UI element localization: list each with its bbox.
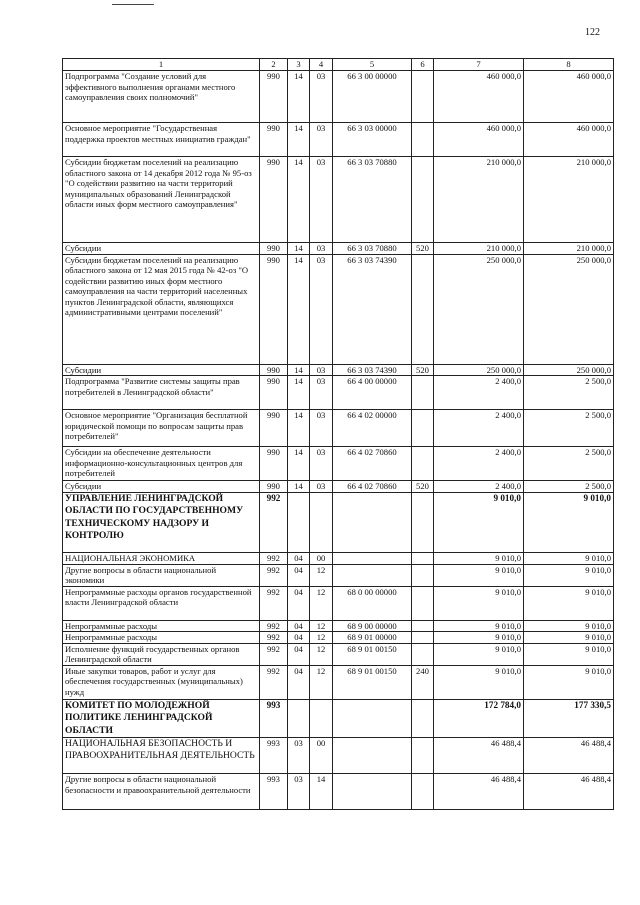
row-amount-year1: 46 488,4 <box>434 774 524 810</box>
row-code-subsection: 00 <box>310 738 333 774</box>
row-code-target: 66 4 02 70860 <box>333 481 412 493</box>
row-code-target: 66 3 03 00000 <box>333 123 412 157</box>
row-amount-year2: 9 010,0 <box>524 665 614 699</box>
row-code-expense-type <box>412 586 434 620</box>
row-code-target: 66 3 03 74390 <box>333 364 412 376</box>
row-amount-year1: 2 400,0 <box>434 447 524 481</box>
row-name: Иные закупки товаров, работ и услуг для обеспечения государственных (муниципальных) нужд <box>63 665 260 699</box>
column-header-1: 1 <box>63 59 260 71</box>
row-name: НАЦИОНАЛЬНАЯ ЭКОНОМИКА <box>63 552 260 564</box>
row-code-subsection: 12 <box>310 643 333 665</box>
table-row <box>63 738 614 774</box>
row-code-section <box>288 492 310 552</box>
row-amount-year1: 250 000,0 <box>434 254 524 364</box>
row-code-ministry: 992 <box>260 620 288 632</box>
row-amount-year1: 460 000,0 <box>434 123 524 157</box>
table-row <box>63 243 614 255</box>
row-code-subsection: 03 <box>310 481 333 493</box>
row-amount-year2: 2 500,0 <box>524 410 614 447</box>
row-amount-year2: 9 010,0 <box>524 643 614 665</box>
row-code-subsection: 03 <box>310 447 333 481</box>
row-code-subsection: 03 <box>310 71 333 123</box>
row-code-expense-type <box>412 410 434 447</box>
row-code-section: 14 <box>288 447 310 481</box>
row-name: Субсидии <box>63 243 260 255</box>
row-name: Подпрограмма "Создание условий для эффективного выполнения органами местного самоуправления своих полномочий" <box>63 71 260 123</box>
row-code-target <box>333 774 412 810</box>
row-code-section: 03 <box>288 774 310 810</box>
row-code-expense-type <box>412 774 434 810</box>
row-code-section: 04 <box>288 552 310 564</box>
row-name: НАЦИОНАЛЬНАЯ БЕЗОПАСНОСТЬ И ПРАВООХРАНИТЕЛЬНАЯ ДЕЯТЕЛЬНОСТЬ <box>63 738 260 774</box>
row-code-ministry: 990 <box>260 243 288 255</box>
row-code-target: 68 9 00 00000 <box>333 620 412 632</box>
row-code-subsection: 12 <box>310 632 333 644</box>
row-code-target: 66 4 00 00000 <box>333 376 412 410</box>
column-header-4: 4 <box>310 59 333 71</box>
row-code-section: 04 <box>288 632 310 644</box>
row-amount-year1: 210 000,0 <box>434 243 524 255</box>
row-code-target: 68 9 01 00000 <box>333 632 412 644</box>
row-code-expense-type <box>412 376 434 410</box>
row-code-target: 66 3 03 70880 <box>333 157 412 243</box>
row-amount-year2: 2 500,0 <box>524 376 614 410</box>
row-code-subsection: 12 <box>310 620 333 632</box>
row-code-section: 04 <box>288 665 310 699</box>
row-code-expense-type <box>412 552 434 564</box>
row-code-target: 66 3 03 70880 <box>333 243 412 255</box>
row-code-expense-type <box>412 643 434 665</box>
column-header-3: 3 <box>288 59 310 71</box>
row-amount-year2: 9 010,0 <box>524 492 614 552</box>
row-code-ministry: 992 <box>260 564 288 586</box>
row-code-ministry: 993 <box>260 699 288 738</box>
row-code-ministry: 990 <box>260 254 288 364</box>
row-code-target: 66 4 02 00000 <box>333 410 412 447</box>
row-name: Подпрограмма "Развитие системы защиты прав потребителей в Ленинградской области" <box>63 376 260 410</box>
table-row <box>63 71 614 123</box>
row-code-ministry: 993 <box>260 738 288 774</box>
table-header-row <box>63 59 614 71</box>
column-header-2: 2 <box>260 59 288 71</box>
row-amount-year2: 9 010,0 <box>524 586 614 620</box>
row-code-ministry: 992 <box>260 665 288 699</box>
row-code-subsection: 03 <box>310 123 333 157</box>
row-amount-year2: 210 000,0 <box>524 157 614 243</box>
table-row <box>63 254 614 364</box>
row-amount-year1: 46 488,4 <box>434 738 524 774</box>
table-row <box>63 643 614 665</box>
table-row <box>63 492 614 552</box>
row-amount-year1: 172 784,0 <box>434 699 524 738</box>
row-code-section: 04 <box>288 564 310 586</box>
row-name: Основное мероприятие "Государственная поддержка проектов местных инициатив граждан" <box>63 123 260 157</box>
row-code-expense-type <box>412 254 434 364</box>
row-code-section: 14 <box>288 410 310 447</box>
row-code-section: 14 <box>288 243 310 255</box>
row-amount-year1: 9 010,0 <box>434 492 524 552</box>
table-row <box>63 564 614 586</box>
row-amount-year1: 210 000,0 <box>434 157 524 243</box>
row-code-subsection <box>310 699 333 738</box>
row-name: Другие вопросы в области национальной безопасности и правоохранительной деятельности <box>63 774 260 810</box>
row-code-target: 66 4 02 70860 <box>333 447 412 481</box>
row-code-subsection: 03 <box>310 364 333 376</box>
column-header-7: 7 <box>434 59 524 71</box>
row-code-ministry: 990 <box>260 376 288 410</box>
row-amount-year2: 9 010,0 <box>524 564 614 586</box>
row-code-section: 14 <box>288 254 310 364</box>
row-code-target <box>333 738 412 774</box>
scan-mark <box>112 4 154 5</box>
table-row <box>63 447 614 481</box>
row-code-target: 68 9 01 00150 <box>333 665 412 699</box>
row-name: Субсидии <box>63 364 260 376</box>
table-row <box>63 665 614 699</box>
table-row <box>63 620 614 632</box>
row-name: УПРАВЛЕНИЕ ЛЕНИНГРАДСКОЙ ОБЛАСТИ ПО ГОСУДАРСТВЕННОМУ ТЕХНИЧЕСКОМУ НАДЗОРУ И КОНТРОЛЮ <box>63 492 260 552</box>
row-amount-year2: 250 000,0 <box>524 364 614 376</box>
row-name: Исполнение функций государственных органов Ленинградской области <box>63 643 260 665</box>
row-code-section: 14 <box>288 71 310 123</box>
row-code-target: 66 3 00 00000 <box>333 71 412 123</box>
row-code-expense-type <box>412 632 434 644</box>
row-amount-year2: 9 010,0 <box>524 552 614 564</box>
table-row <box>63 632 614 644</box>
table-row <box>63 774 614 810</box>
row-amount-year2: 460 000,0 <box>524 123 614 157</box>
row-code-expense-type <box>412 564 434 586</box>
row-code-ministry: 992 <box>260 586 288 620</box>
row-amount-year2: 46 488,4 <box>524 774 614 810</box>
row-code-expense-type <box>412 123 434 157</box>
table-row <box>63 376 614 410</box>
row-amount-year2: 9 010,0 <box>524 632 614 644</box>
budget-table <box>62 58 614 810</box>
row-code-ministry: 990 <box>260 447 288 481</box>
column-header-6: 6 <box>412 59 434 71</box>
row-code-ministry: 993 <box>260 774 288 810</box>
row-code-subsection: 03 <box>310 376 333 410</box>
row-amount-year1: 9 010,0 <box>434 552 524 564</box>
row-code-ministry: 992 <box>260 632 288 644</box>
row-code-subsection: 03 <box>310 157 333 243</box>
row-code-section: 04 <box>288 620 310 632</box>
row-code-target <box>333 699 412 738</box>
row-name: Субсидии бюджетам поселений на реализацию областного закона от 14 декабря 2012 года № 95-оз "О содействии развитию на части территорий муниципальных образований Ленинградской области иных форм местного самоуправления" <box>63 157 260 243</box>
row-code-section: 14 <box>288 364 310 376</box>
row-code-section: 04 <box>288 586 310 620</box>
row-name: Основное мероприятие "Организация бесплатной юридической помощи по вопросам защиты прав потребителей" <box>63 410 260 447</box>
row-amount-year1: 9 010,0 <box>434 643 524 665</box>
row-name: Непрограммные расходы <box>63 632 260 644</box>
row-amount-year2: 250 000,0 <box>524 254 614 364</box>
page-number: 122 <box>585 27 600 38</box>
row-code-subsection: 03 <box>310 254 333 364</box>
row-code-expense-type <box>412 620 434 632</box>
row-code-target <box>333 564 412 586</box>
row-amount-year1: 2 400,0 <box>434 410 524 447</box>
row-code-section: 14 <box>288 376 310 410</box>
row-name: Другие вопросы в области национальной экономики <box>63 564 260 586</box>
row-name: КОМИТЕТ ПО МОЛОДЕЖНОЙ ПОЛИТИКЕ ЛЕНИНГРАДСКОЙ ОБЛАСТИ <box>63 699 260 738</box>
row-code-expense-type <box>412 71 434 123</box>
row-code-ministry: 992 <box>260 643 288 665</box>
row-code-subsection: 14 <box>310 774 333 810</box>
row-code-ministry: 990 <box>260 410 288 447</box>
table-row <box>63 699 614 738</box>
row-amount-year1: 2 400,0 <box>434 376 524 410</box>
row-code-target: 66 3 03 74390 <box>333 254 412 364</box>
row-amount-year2: 2 500,0 <box>524 447 614 481</box>
row-amount-year2: 46 488,4 <box>524 738 614 774</box>
row-code-expense-type: 520 <box>412 481 434 493</box>
row-code-expense-type <box>412 738 434 774</box>
row-code-target <box>333 552 412 564</box>
row-amount-year2: 177 330,5 <box>524 699 614 738</box>
row-code-expense-type <box>412 447 434 481</box>
row-amount-year1: 9 010,0 <box>434 564 524 586</box>
row-code-expense-type <box>412 157 434 243</box>
row-code-expense-type <box>412 699 434 738</box>
row-amount-year1: 460 000,0 <box>434 71 524 123</box>
table-row <box>63 552 614 564</box>
row-name: Субсидии <box>63 481 260 493</box>
table-row <box>63 481 614 493</box>
row-amount-year1: 9 010,0 <box>434 632 524 644</box>
row-amount-year1: 2 400,0 <box>434 481 524 493</box>
row-code-ministry: 990 <box>260 481 288 493</box>
row-code-target: 68 0 00 00000 <box>333 586 412 620</box>
row-name: Непрограммные расходы <box>63 620 260 632</box>
row-code-ministry: 990 <box>260 71 288 123</box>
row-amount-year2: 9 010,0 <box>524 620 614 632</box>
row-code-section: 04 <box>288 643 310 665</box>
row-code-expense-type <box>412 492 434 552</box>
row-code-section: 14 <box>288 157 310 243</box>
row-code-section <box>288 699 310 738</box>
row-code-expense-type: 520 <box>412 243 434 255</box>
column-header-8: 8 <box>524 59 614 71</box>
row-amount-year1: 9 010,0 <box>434 665 524 699</box>
row-code-target <box>333 492 412 552</box>
row-code-target: 68 9 01 00150 <box>333 643 412 665</box>
row-code-subsection: 12 <box>310 564 333 586</box>
row-code-section: 14 <box>288 123 310 157</box>
row-code-subsection <box>310 492 333 552</box>
row-code-subsection: 12 <box>310 665 333 699</box>
table-row <box>63 123 614 157</box>
row-amount-year1: 250 000,0 <box>434 364 524 376</box>
row-code-subsection: 03 <box>310 410 333 447</box>
row-code-ministry: 992 <box>260 552 288 564</box>
table-row <box>63 364 614 376</box>
table-row <box>63 410 614 447</box>
table-row <box>63 157 614 243</box>
row-name: Непрограммные расходы органов государственной власти Ленинградской области <box>63 586 260 620</box>
row-code-ministry: 992 <box>260 492 288 552</box>
row-code-section: 14 <box>288 481 310 493</box>
row-code-ministry: 990 <box>260 157 288 243</box>
row-amount-year2: 2 500,0 <box>524 481 614 493</box>
row-amount-year1: 9 010,0 <box>434 620 524 632</box>
column-header-5: 5 <box>333 59 412 71</box>
row-name: Субсидии на обеспечение деятельности информационно-консультационных центров для потребителей <box>63 447 260 481</box>
row-code-subsection: 03 <box>310 243 333 255</box>
table-body <box>63 71 614 810</box>
row-code-expense-type: 520 <box>412 364 434 376</box>
row-amount-year2: 210 000,0 <box>524 243 614 255</box>
row-code-expense-type: 240 <box>412 665 434 699</box>
row-code-subsection: 12 <box>310 586 333 620</box>
table-row <box>63 586 614 620</box>
row-name: Субсидии бюджетам поселений на реализацию областного закона от 12 мая 2015 года № 42-оз "О содействии развитию иных форм местного самоуправления на части территорий населенных пунктов Ленинградской области, являющихся административными центрами поселений" <box>63 254 260 364</box>
row-code-section: 03 <box>288 738 310 774</box>
row-code-ministry: 990 <box>260 123 288 157</box>
row-amount-year2: 460 000,0 <box>524 71 614 123</box>
row-code-ministry: 990 <box>260 364 288 376</box>
row-amount-year1: 9 010,0 <box>434 586 524 620</box>
row-code-subsection: 00 <box>310 552 333 564</box>
